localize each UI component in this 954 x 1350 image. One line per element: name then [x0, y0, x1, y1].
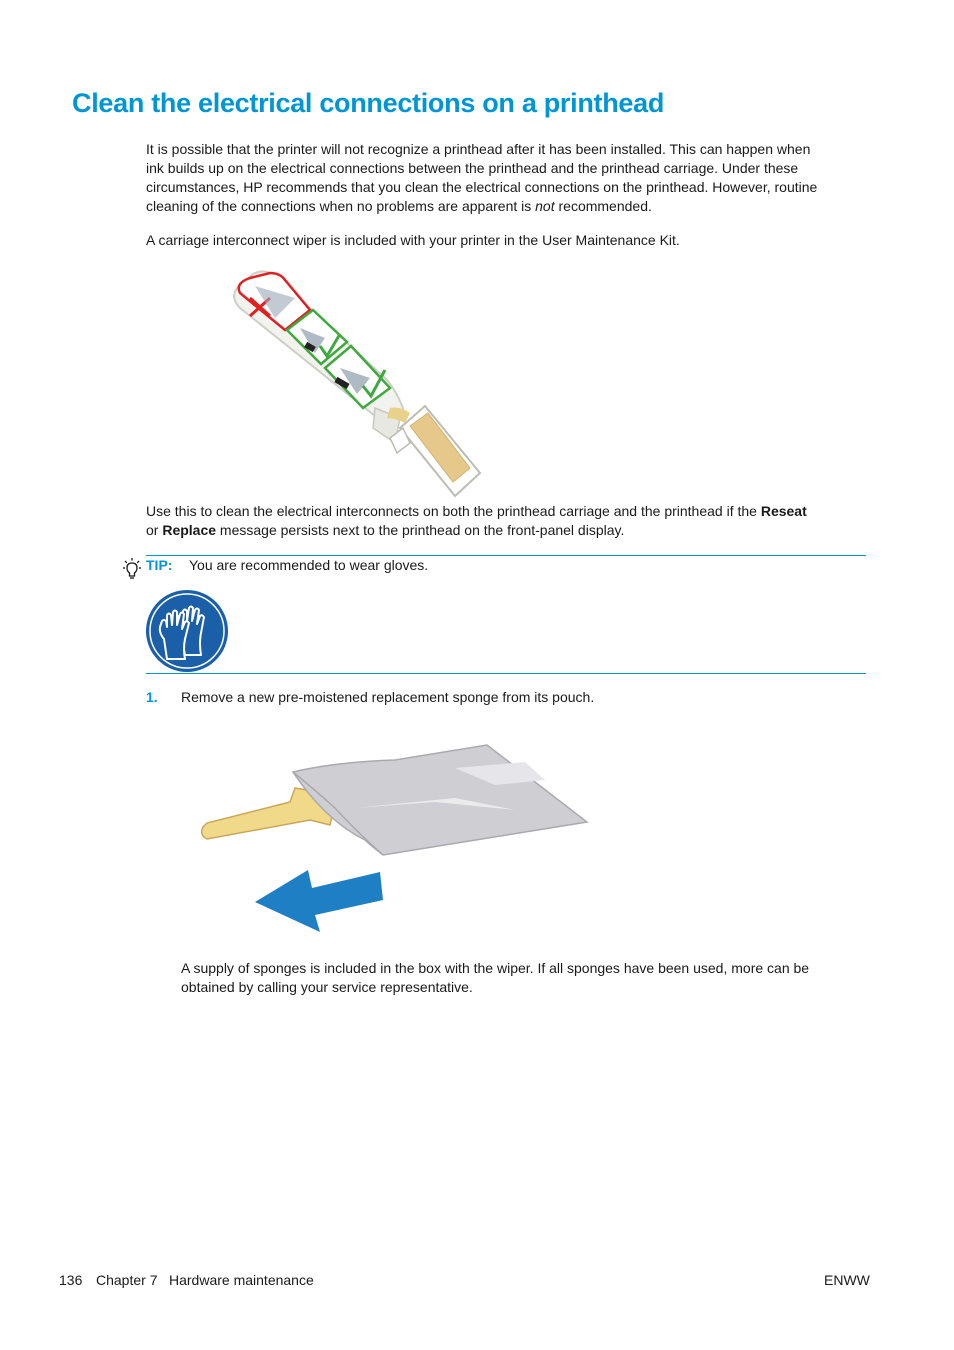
replace-label: Replace — [162, 522, 217, 538]
intro-line: ink builds up on the electrical connections between the printhead and the printhead carriage. Under these — [146, 160, 799, 176]
arrow-icon — [255, 870, 383, 932]
use-text: message persists next to the printhead on the front-panel display. — [216, 522, 625, 538]
use-text: Use this to clean the electrical interconnects on both the printhead carriage and the printhead if the — [146, 503, 761, 519]
gloves-icon — [145, 589, 230, 674]
pouch-illustration — [195, 740, 595, 935]
step-number-label: 1. — [146, 689, 158, 705]
tip-bottom-rule — [146, 673, 866, 674]
step-text: Remove a new pre-moistened replacement sponge from its pouch. — [181, 689, 595, 705]
kit-paragraph: A carriage interconnect wiper is included with your printer in the User Maintenance Kit. — [146, 232, 680, 248]
intro-line: circumstances, HP recommends that you clean the electrical connections on the printhead. However, routine — [146, 179, 818, 195]
reseat-label: Reseat — [760, 503, 807, 519]
footer-chapter: Chapter 7 — [96, 1272, 158, 1288]
pouch — [293, 745, 587, 855]
use-text: or — [146, 522, 163, 538]
use-line — [146, 521, 624, 540]
tip-label: TIP: — [146, 557, 173, 573]
emphasis-not: not — [535, 198, 555, 214]
lightbulb-icon — [119, 557, 145, 583]
intro-text: cleaning of the connections when no problems are apparent is — [146, 198, 536, 214]
footer-section: Hardware maintenance — [169, 1272, 314, 1288]
intro-text: recommended. — [554, 198, 652, 214]
page-title: Clean the electrical connections on a printhead — [72, 88, 665, 118]
tip-text: You are recommended to wear gloves. — [189, 557, 429, 573]
tip-line — [146, 556, 172, 575]
use-line — [146, 502, 807, 521]
page-number: 136 — [59, 1272, 83, 1288]
footer-right: ENWW — [824, 1272, 870, 1288]
intro-line: It is possible that the printer will not recognize a printhead after it has been installed. This can happen when — [146, 141, 811, 157]
supply-line: A supply of sponges is included in the box with the wiper. If all sponges have been used, more can be — [181, 960, 810, 976]
intro-line — [146, 197, 652, 216]
step-number — [146, 688, 158, 707]
supply-line: obtained by calling your service representative. — [181, 979, 473, 995]
wiper-illustration — [225, 268, 485, 498]
